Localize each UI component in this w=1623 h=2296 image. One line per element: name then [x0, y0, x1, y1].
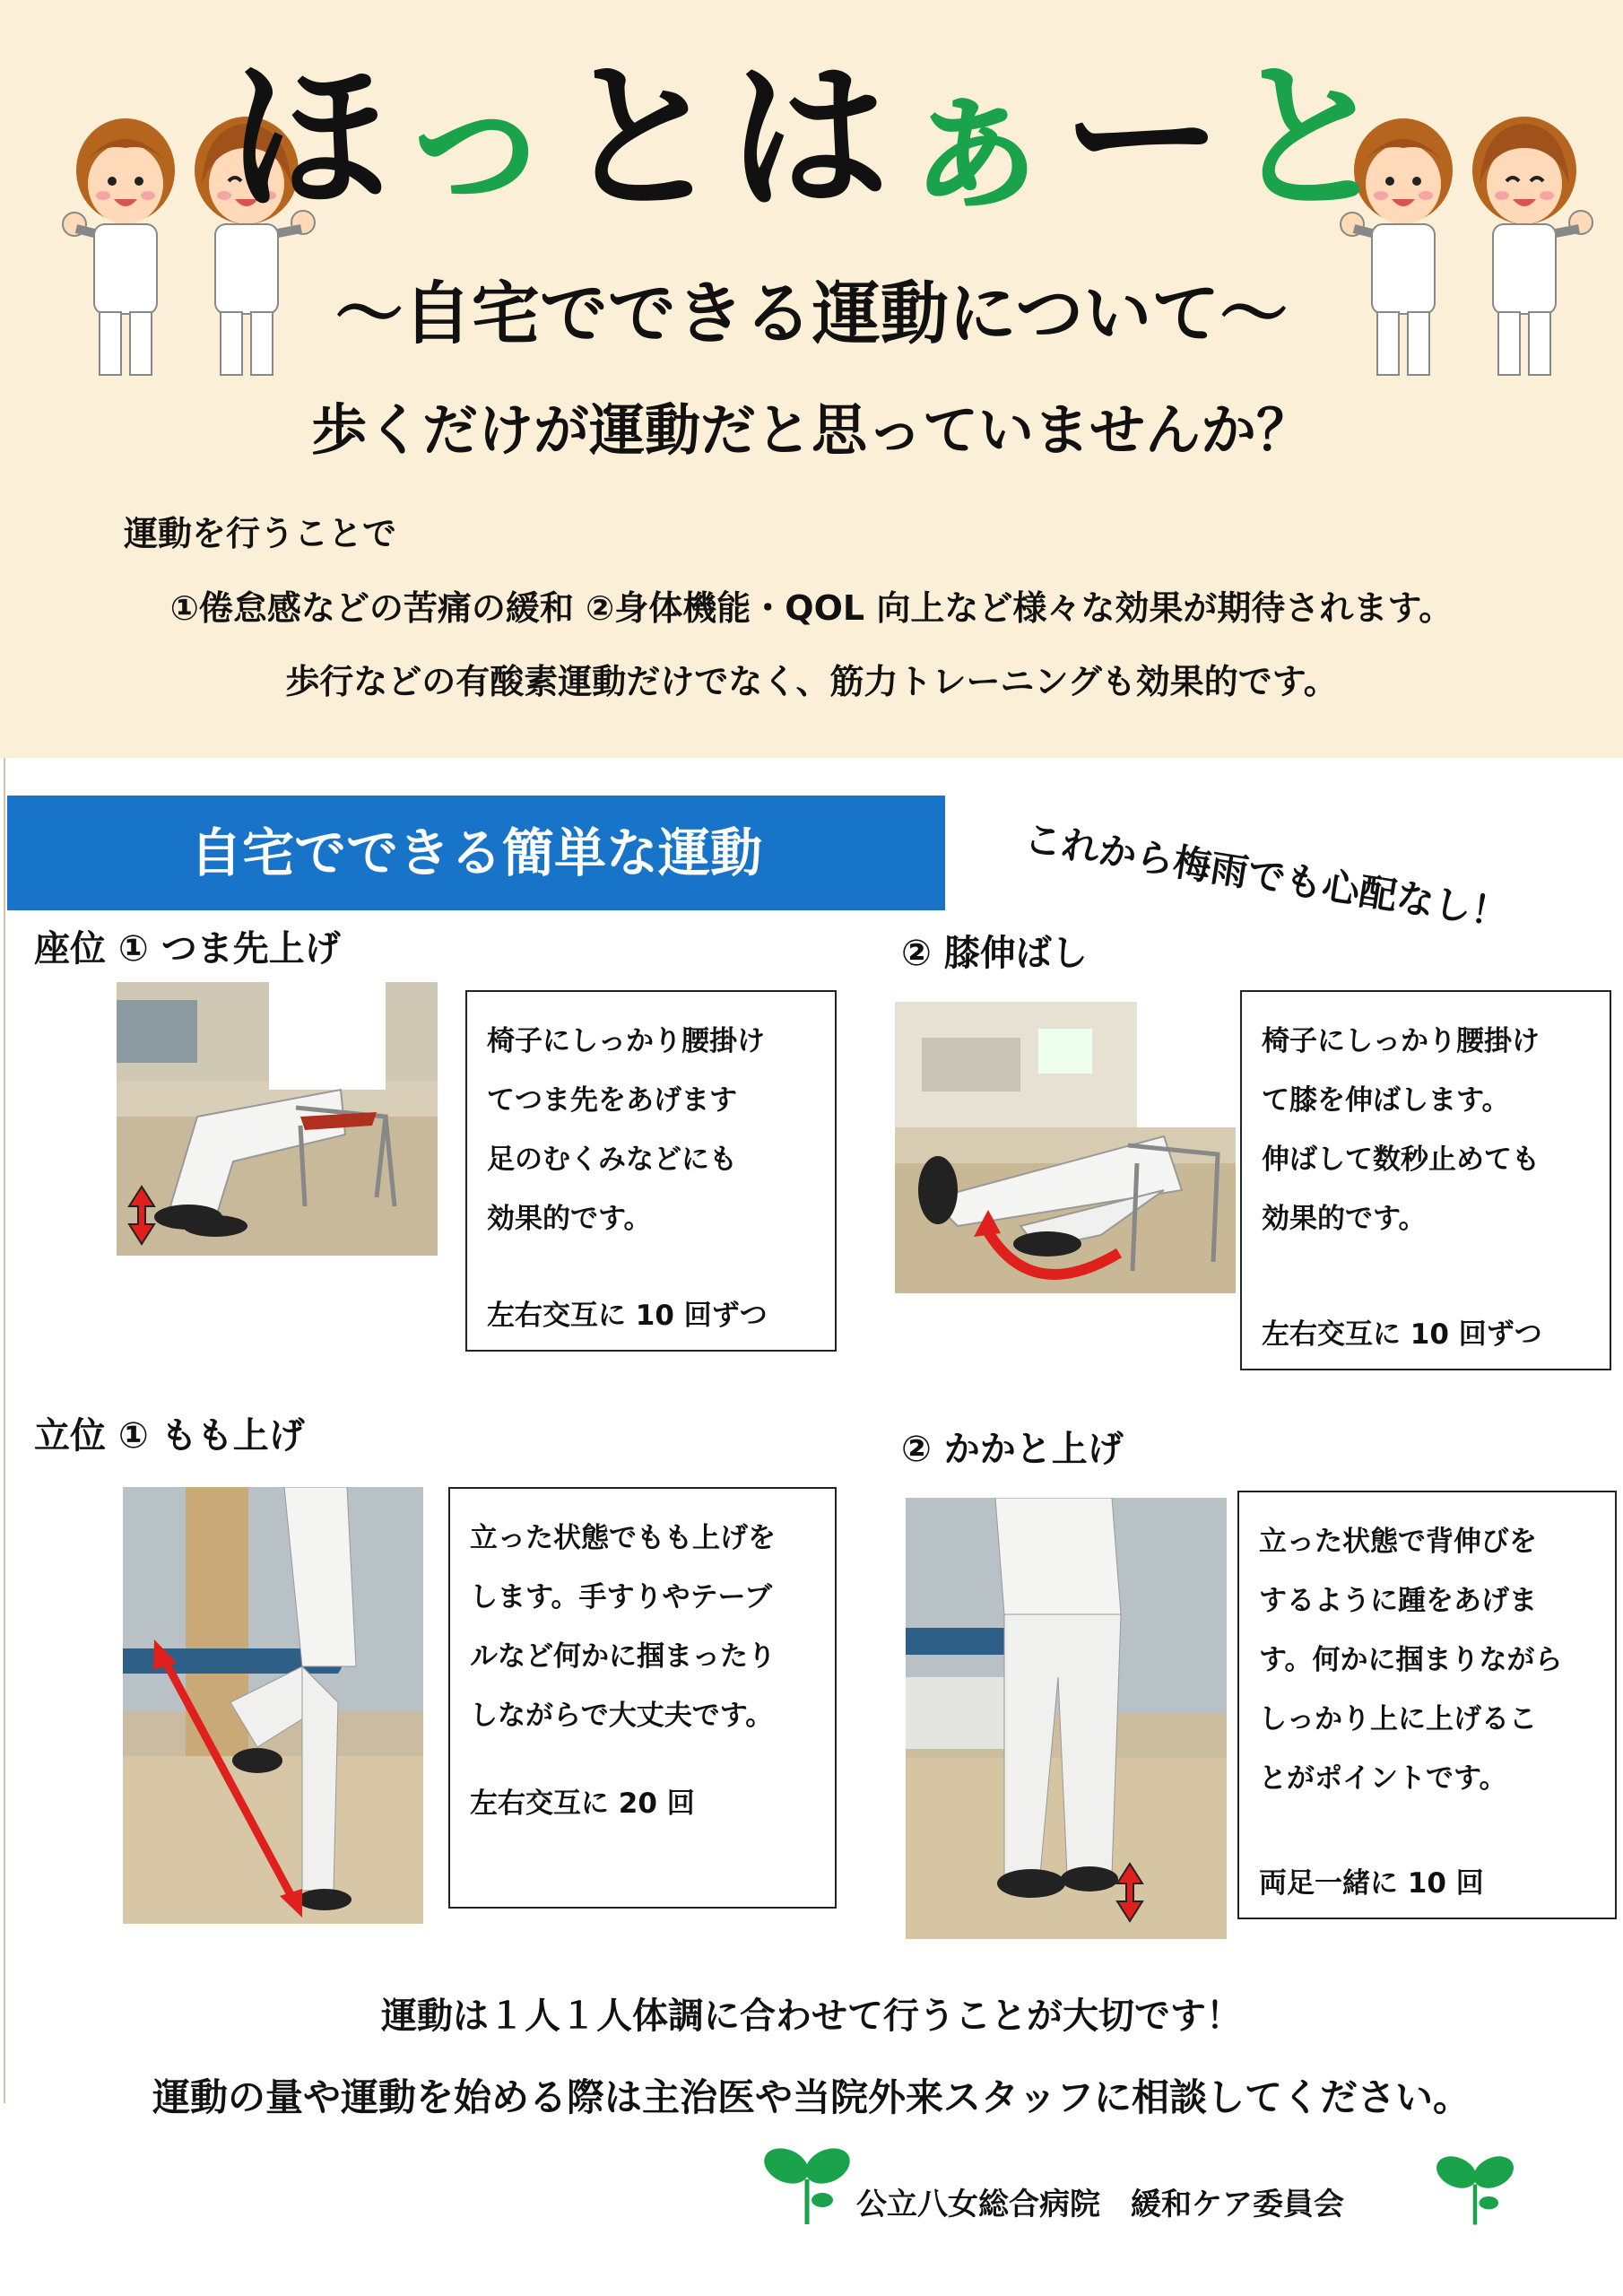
reps-heel-raise: 両足一緒に 10 回 — [1259, 1867, 1484, 1900]
sprout-icon — [758, 2139, 856, 2229]
desc-line: 伸ばして数秒止めても — [1262, 1144, 1540, 1176]
intro-line-2: ①倦怠感などの苦痛の緩和 ②身体機能・QOL 向上など様々な効果が期待されます。 — [169, 588, 1454, 628]
desc-line: 椅子にしっかり腰掛け — [487, 1025, 765, 1057]
desc-thigh-raise — [448, 1487, 837, 1909]
desc-line: 効果的です。 — [1262, 1203, 1427, 1235]
desc-line: す。何かに掴まりながら — [1259, 1644, 1563, 1676]
desc-line: てつま先をあげます — [487, 1084, 737, 1117]
title-part-3: とは — [560, 45, 895, 232]
photo-knee-extension — [895, 1002, 1236, 1293]
heading-heel-raise: ② かかと上げ — [901, 1429, 1124, 1470]
photo-thigh-raise — [123, 1487, 423, 1924]
lead-question: 歩くだけが運動だと思っていませんか？ — [310, 397, 1312, 463]
desc-line: とがポイントです。 — [1259, 1762, 1507, 1795]
title-part-5: ー — [1062, 45, 1229, 232]
desc-line: て膝を伸ばします。 — [1262, 1084, 1510, 1117]
heading-toe-raise: 座位 ① つま先上げ — [34, 928, 341, 970]
title-part-6: と — [1228, 45, 1396, 232]
desc-knee-extension — [1240, 990, 1611, 1370]
heading-knee-extension: ② 膝伸ばし — [901, 933, 1088, 974]
section-banner: 自宅でできる簡単な運動 — [7, 796, 945, 910]
reps-thigh-raise: 左右交互に 20 回 — [470, 1787, 695, 1820]
page-subtitle: ～自宅でできる運動について～ — [334, 274, 1289, 353]
desc-line: しっかり上に上げるこ — [1259, 1703, 1537, 1735]
desc-line: ルなど何かに掴まったり — [470, 1640, 776, 1673]
heading-thigh-raise: 立位 ① もも上げ — [34, 1415, 305, 1457]
desc-toe-raise — [465, 990, 837, 1352]
intro-line-1: 運動を行うことで — [124, 514, 397, 553]
reps-knee-extension: 左右交互に 10 回ずつ — [1262, 1318, 1542, 1351]
desc-line: 立った状態でもも上げを — [470, 1522, 776, 1554]
title-part-4: ぁ — [895, 45, 1063, 232]
desc-line: 足のむくみなどにも — [487, 1144, 737, 1176]
page-title — [0, 36, 1623, 242]
desc-line: するように踵をあげま — [1259, 1585, 1537, 1617]
photo-heel-raise — [906, 1498, 1227, 1939]
desc-line: 椅子にしっかり腰掛け — [1262, 1025, 1540, 1057]
desc-line: 立った状態で背伸びを — [1259, 1526, 1537, 1558]
title-part-2: っ — [394, 45, 561, 232]
desc-line: しながらで大丈夫です。 — [470, 1700, 774, 1732]
footer-organization: 公立八女総合病院 緩和ケア委員会 — [856, 2187, 1344, 2222]
reps-toe-raise: 左右交互に 10 回ずつ — [487, 1300, 768, 1332]
title-part-1: ほ — [227, 45, 395, 232]
closing-line-2: 運動の量や運動を始める際は主治医や当院外来スタッフに相談してください。 — [152, 2075, 1471, 2119]
sprout-icon — [1430, 2148, 1520, 2229]
closing-line-1: 運動は１人１人体調に合わせて行うことが大切です！ — [381, 1996, 1242, 2037]
desc-heel-raise — [1237, 1491, 1617, 1919]
desc-line: します。手すりやテーブ — [470, 1581, 772, 1613]
photo-toe-raise — [117, 982, 438, 1256]
desc-line: 効果的です。 — [487, 1203, 652, 1235]
left-border — [4, 758, 5, 2103]
intro-line-3: 歩行などの有酸素運動だけでなく、筋力トレーニングも効果的です。 — [285, 662, 1338, 701]
slogan: これから梅雨でも心配なし！ — [1021, 815, 1513, 936]
